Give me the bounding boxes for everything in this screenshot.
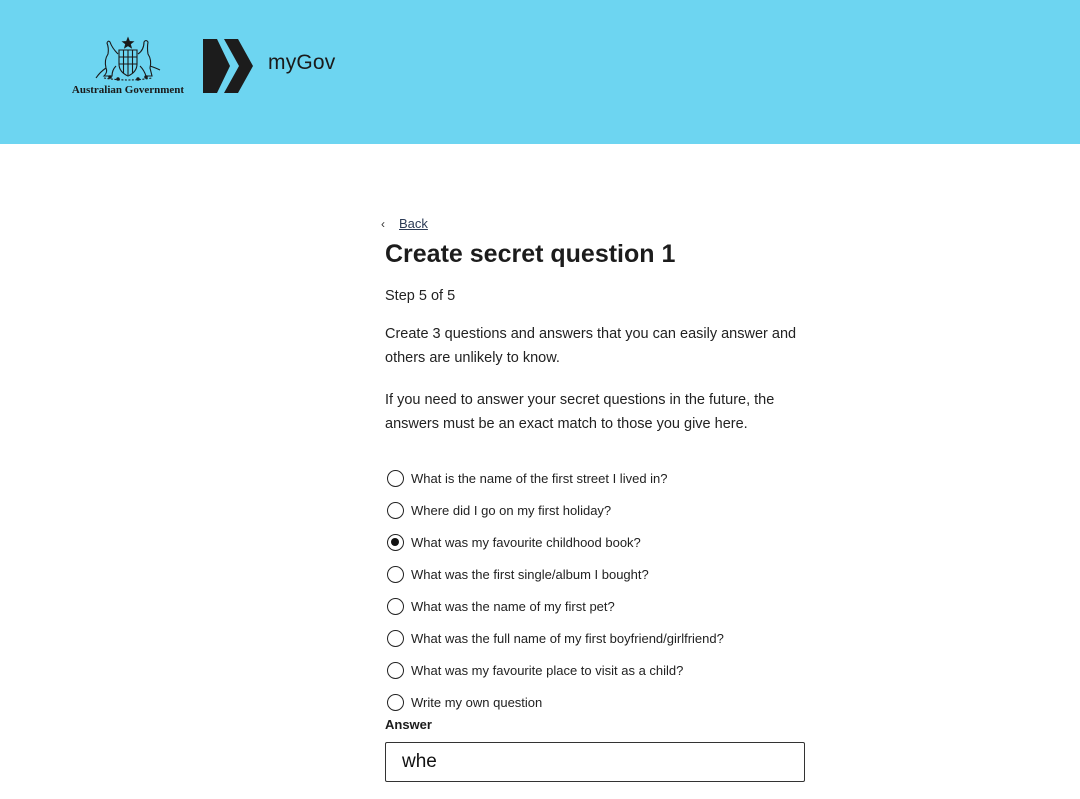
step-indicator: Step 5 of 5 — [385, 288, 456, 304]
australian-government-label: Australian Government — [71, 84, 185, 96]
mygov-brand-name: myGov — [268, 51, 336, 74]
answer-input[interactable] — [385, 742, 805, 782]
radio-label: What was the full name of my first boyfriend/girlfriend? — [411, 630, 724, 646]
radio-option-own-question[interactable] — [387, 686, 807, 718]
radio-button[interactable] — [387, 502, 404, 519]
radio-label: Write my own question — [411, 694, 543, 710]
radio-button[interactable] — [387, 566, 404, 583]
secret-question-radio-group — [387, 462, 807, 718]
radio-option-first-pet[interactable] — [387, 590, 807, 622]
radio-option-favourite-place[interactable] — [387, 654, 807, 686]
radio-label: What was my favourite place to visit as a child? — [411, 662, 684, 678]
radio-button[interactable] — [387, 630, 404, 647]
back-link[interactable] — [381, 216, 428, 231]
radio-option-childhood-book[interactable] — [387, 526, 807, 558]
radio-label: What is the name of the first street I lived in? — [411, 470, 668, 486]
radio-button[interactable] — [387, 694, 404, 711]
radio-option-first-partner[interactable] — [387, 622, 807, 654]
radio-label: What was my favourite childhood book? — [411, 534, 641, 550]
instructions-paragraph: Create 3 questions and answers that you can easily answer and others are unlikely to know. — [385, 326, 797, 366]
radio-button[interactable] — [387, 662, 404, 679]
radio-button[interactable] — [387, 598, 404, 615]
radio-button-selected[interactable] — [387, 534, 404, 551]
site-header — [0, 0, 1080, 144]
back-link-label: Back — [399, 216, 428, 231]
radio-option-first-album[interactable] — [387, 558, 807, 590]
radio-label: What was the name of my first pet? — [411, 598, 615, 614]
radio-label: What was the first single/album I bought? — [411, 566, 649, 582]
australian-government-logo[interactable] — [66, 36, 190, 98]
mygov-logo-icon[interactable] — [200, 36, 256, 96]
answer-field-label: Answer — [385, 717, 432, 732]
radio-option-first-street[interactable] — [387, 462, 807, 494]
chevron-left-icon: ‹ — [381, 216, 385, 231]
coat-of-arms-icon — [94, 36, 162, 82]
radio-option-first-holiday[interactable] — [387, 494, 807, 526]
radio-button[interactable] — [387, 470, 404, 487]
page-title: Create secret question 1 — [385, 240, 676, 268]
exact-match-notice: If you need to answer your secret questions in the future, the answers must be an exact match to those you give here. — [385, 392, 775, 432]
radio-label: Where did I go on my first holiday? — [411, 502, 612, 518]
